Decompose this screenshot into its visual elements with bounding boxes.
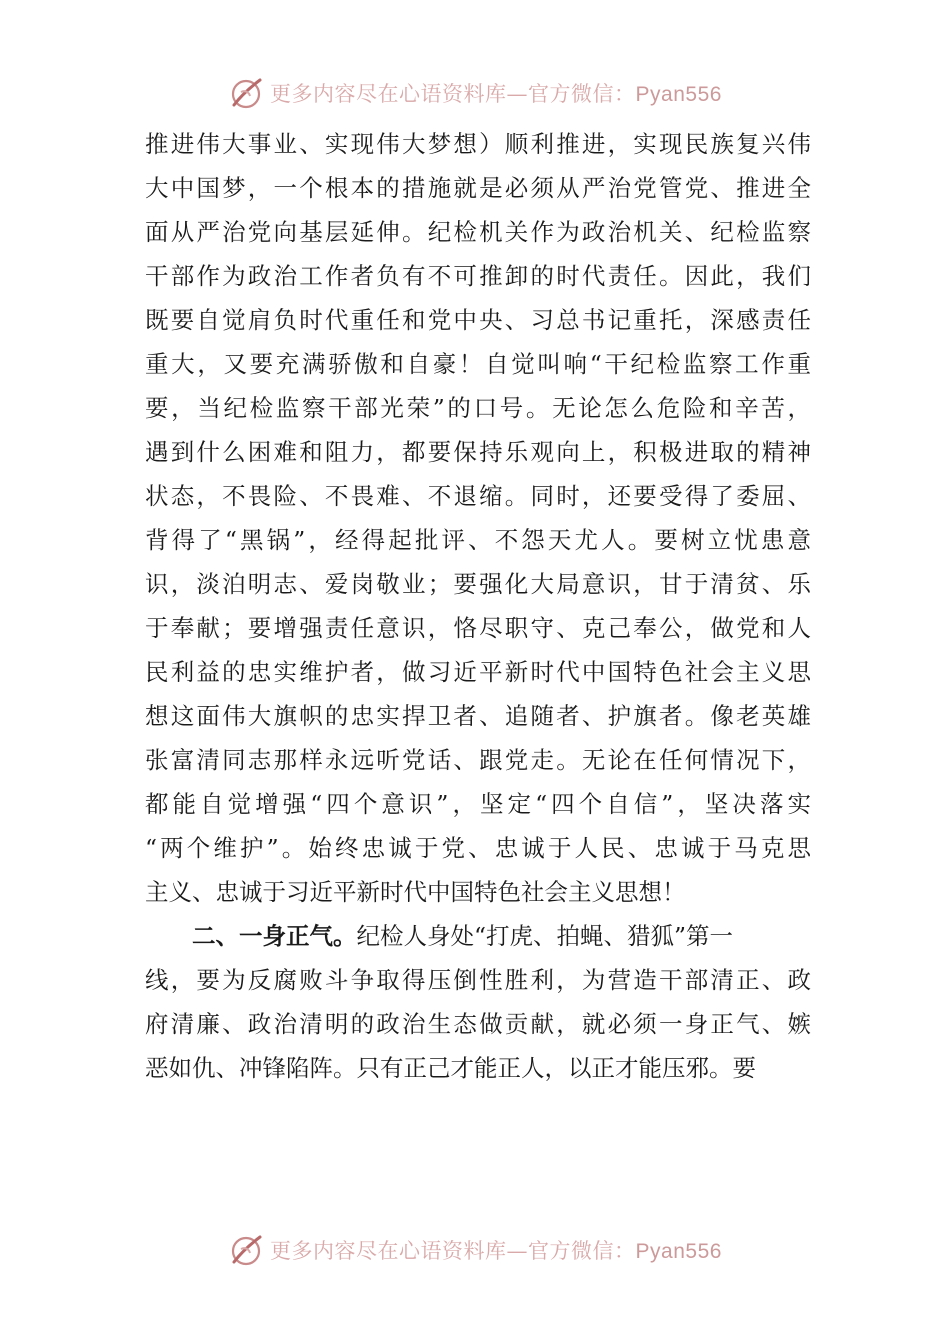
text-line: 遇到什么困难和阻力，都要保持乐观向上，积极进取的精神 bbox=[145, 438, 811, 466]
text-line: 推进伟大事业、实现伟大梦想）顺利推进，实现民族复兴伟 bbox=[145, 130, 811, 158]
document-body bbox=[145, 122, 811, 1090]
text-line: 民利益的忠实维护者，做习近平新时代中国特色社会主义思 bbox=[145, 658, 811, 686]
text-line: 背得了“黑锅”，经得起批评、不怨天尤人。要树立忧患意 bbox=[145, 526, 811, 554]
text-line: 府清廉、政治清明的政治生态做贡献，就必须一身正气、嫉 bbox=[145, 1010, 811, 1038]
section-first-line bbox=[145, 914, 811, 958]
section-heading: 二、一身正气。 bbox=[192, 922, 357, 950]
text-line: 主义、忠诚于习近平新时代中国特色社会主义思想！ bbox=[145, 878, 686, 906]
text-line: 线，要为反腐败斗争取得压倒性胜利，为营造干部清正、政 bbox=[145, 966, 811, 994]
text-line: “两个维护”。始终忠诚于党、忠诚于人民、忠诚于马克思 bbox=[145, 834, 811, 862]
text-line: 要，当纪检监察干部光荣”的口号。无论怎么危险和辛苦， bbox=[145, 394, 811, 422]
section-first-text: 纪检人身处“打虎、拍蝇、猎狐”第一 bbox=[356, 922, 734, 950]
text-line: 状态，不畏险、不畏难、不退缩。同时，还要受得了委屈、 bbox=[145, 482, 811, 510]
header-watermark bbox=[0, 71, 950, 115]
text-line: 于奉献；要增强责任意识，恪尽职守、克己奉公，做党和人 bbox=[145, 614, 811, 642]
text-line: 面从严治党向基层延伸。纪检机关作为政治机关、纪检监察 bbox=[145, 218, 811, 246]
text-line: 都能自觉增强“四个意识”，坚定“四个自信”，坚决落实 bbox=[145, 790, 811, 818]
text-line: 恶如仇、冲锋陷阵。只有正己才能正人，以正才能压邪。要 bbox=[145, 1054, 756, 1082]
text-line: 既要自觉肩负时代重任和党中央、习总书记重托，深感责任 bbox=[145, 306, 811, 334]
text-line: 干部作为政治工作者负有不可推卸的时代责任。因此，我们 bbox=[145, 262, 811, 290]
text-line: 张富清同志那样永远听党话、跟党走。无论在任何情况下， bbox=[145, 746, 811, 774]
footer-watermark bbox=[0, 1228, 950, 1272]
text-line: 大中国梦，一个根本的措施就是必须从严治党管党、推进全 bbox=[145, 174, 811, 202]
text-line: 识，淡泊明志、爱岗敬业；要强化大局意识，甘于清贫、乐 bbox=[145, 570, 811, 598]
brush-logo-icon bbox=[228, 75, 264, 111]
text-line: 想这面伟大旗帜的忠实捍卫者、追随者、护旗者。像老英雄 bbox=[145, 702, 811, 730]
text-line: 重大，又要充满骄傲和自豪！自觉叫响“干纪检监察工作重 bbox=[145, 350, 811, 378]
watermark-text: 更多内容尽在心语资料库—官方微信：Pyan556 bbox=[270, 1239, 722, 1263]
watermark-text: 更多内容尽在心语资料库—官方微信：Pyan556 bbox=[270, 82, 722, 106]
brush-logo-icon bbox=[228, 1232, 264, 1268]
